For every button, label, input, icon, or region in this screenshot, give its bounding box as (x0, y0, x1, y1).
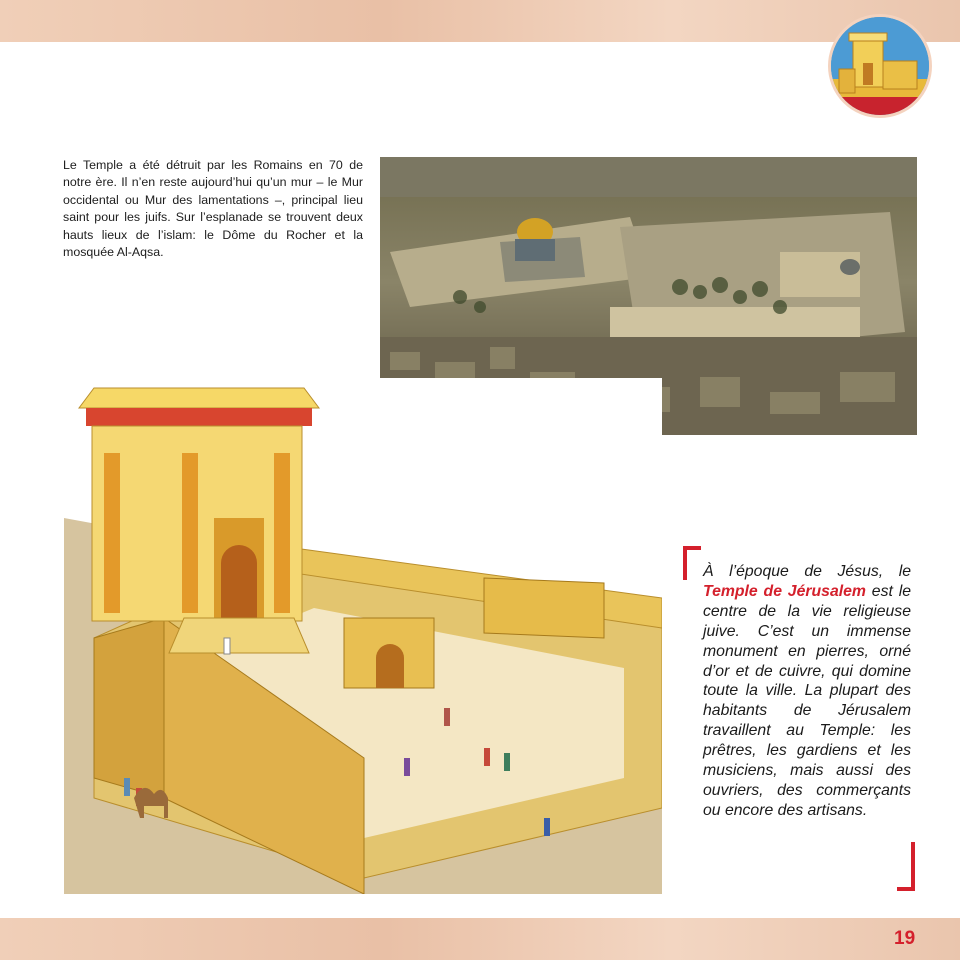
temple-callout (683, 546, 915, 891)
temple-illustration-image (64, 378, 662, 894)
callout-highlight: Temple de Jérusalem (703, 582, 866, 600)
page-number: 19 (894, 928, 916, 949)
bottom-decorative-band (0, 918, 960, 960)
callout-intro: À l’époque de Jésus, le (703, 563, 911, 580)
callout-bracket-bottom-right (897, 842, 915, 891)
callout-text (703, 562, 911, 821)
temple-medallion-icon (831, 17, 931, 117)
callout-bracket-top-left (683, 546, 701, 580)
temple-illustration (64, 378, 662, 894)
temple-medallion (828, 14, 932, 118)
callout-body: est le centre de la vie religieuse juive. C’est un immense monument en pierres, orné d’or et de cuivre, qui domine toute la ville. La plupart des habitants de Jérusalem travaillent au Temple: les prêtres, les gardiens et les musiciens, mais aussi des ouvriers, des commerçants ou encore des artisans. (703, 582, 911, 819)
photo-caption: Le Temple a été détruit par les Romains en 70 de notre ère. Il n’en reste aujourd’hui qu’un mur – le Mur occidental ou Mur des lamentations –, principal lieu saint pour les juifs. Sur l’esplanade se trouvent deux hauts lieux de l’islam: le Dôme du Rocher et la mosquée Al-Aqsa. (63, 158, 363, 260)
top-decorative-band (0, 0, 960, 42)
